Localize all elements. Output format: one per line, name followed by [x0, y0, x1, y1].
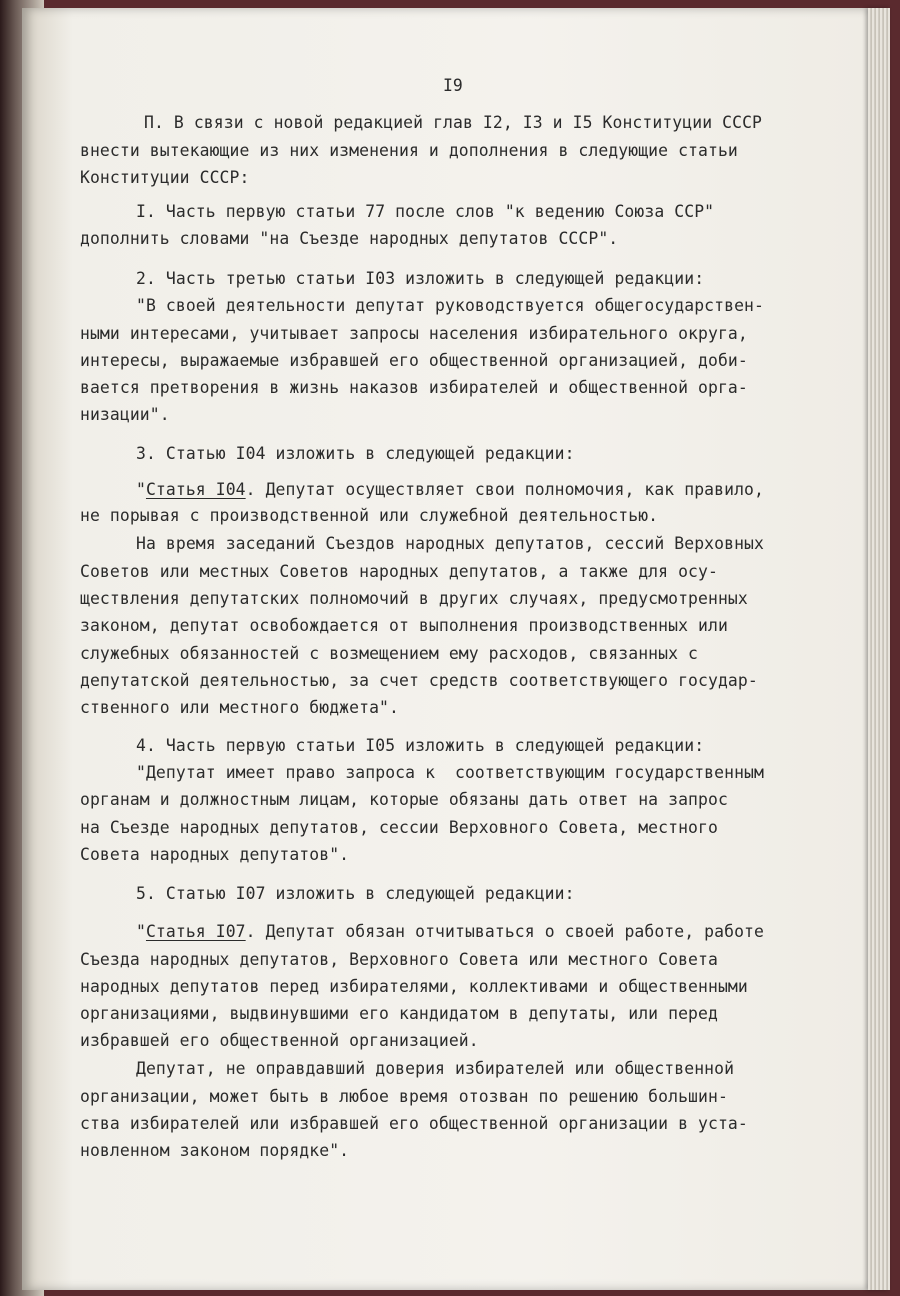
quote-mark: "	[136, 922, 146, 941]
text-line: депутатской деятельностью, за счет средств соответствующего государ-	[80, 671, 758, 690]
text-line: Конституции СССР:	[80, 168, 250, 187]
text-line: органам и должностным лицам, которые обязаны дать ответ на запрос	[80, 790, 728, 809]
text-line: ществления депутатских полномочий в других случаях, предусмотренных	[80, 589, 748, 608]
text-line: низации".	[80, 405, 170, 424]
text-line: внести вытекающие из них изменения и дополнения в следующие статьи	[80, 141, 738, 160]
text-line: на Съезде народных депутатов, сессии Верховного Совета, местного	[80, 818, 718, 837]
text-line: "В своей деятельности депутат руководствуется общегосударствен-	[136, 296, 764, 315]
text-line	[136, 922, 764, 942]
text-line: не порывая с производственной или служебной деятельностью.	[80, 506, 659, 525]
text-line: Совета народных депутатов".	[80, 845, 350, 864]
quote-mark: "	[136, 480, 146, 499]
text-line: законом, депутат освобождается от выполнения производственных или	[80, 616, 728, 635]
text-line: 4. Часть первую статьи I05 изложить в следующей редакции:	[136, 736, 705, 755]
text-line: служебных обязанностей с возмещением ему расходов, связанных с	[80, 644, 699, 663]
page-number: I9	[443, 76, 463, 95]
text-line: Советов или местных Советов народных депутатов, а также для осу-	[80, 562, 718, 581]
text-line: 5. Статью I07 изложить в следующей редакции:	[136, 884, 575, 903]
line-text: . Депутат обязан отчитываться о своей работе, работе	[245, 922, 764, 941]
text-line	[136, 480, 764, 500]
text-line: П. В связи с новой редакцией глав I2, I3 и I5 Конституции СССР	[144, 113, 763, 132]
text-line: "Депутат имеет право запроса к соответствующим государственным	[136, 763, 764, 782]
text-line: ственного или местного бюджета".	[80, 698, 399, 717]
text-line: 3. Статью I04 изложить в следующей редакции:	[136, 444, 575, 463]
text-line: организации, может быть в любое время отозван по решению большин-	[80, 1087, 728, 1106]
text-line: избравшей его общественной организацией.	[80, 1031, 479, 1050]
text-line: новленном законом порядке".	[80, 1141, 350, 1160]
text-line: На время заседаний Съездов народных депутатов, сессий Верховных	[136, 534, 764, 553]
text-line: 2. Часть третью статьи I03 изложить в следующей редакции:	[136, 269, 705, 288]
text-line: организациями, выдвинувшими его кандидатом в депутаты, или перед	[80, 1004, 718, 1023]
text-line: народных депутатов перед избирателями, коллективами и общественными	[80, 977, 748, 996]
text-line: ными интересами, учитывает запросы населения избирательного округа,	[80, 324, 748, 343]
text-line: ства избирателей или избравшей его общественной организации в уста-	[80, 1114, 748, 1133]
text-line: вается претворения в жизнь наказов избирателей и общественной орга-	[80, 378, 748, 397]
text-line: I. Часть первую статьи 77 после слов "к ведению Союза ССР"	[136, 202, 715, 221]
text-line: дополнить словами "на Съезде народных депутатов СССР".	[80, 229, 619, 248]
page-edges	[868, 8, 890, 1290]
article-heading: Статья I07	[145, 922, 246, 941]
text-line: Депутат, не оправдавший доверия избирателей или общественной	[136, 1059, 735, 1078]
text-line: интересы, выражаемые избравшей его общественной организацией, доби-	[80, 351, 748, 370]
article-heading: Статья I04	[145, 480, 246, 499]
text-line: Съезда народных депутатов, Верховного Совета или местного Совета	[80, 950, 718, 969]
line-text: . Депутат осуществляет свои полномочия, как правило,	[245, 480, 764, 499]
